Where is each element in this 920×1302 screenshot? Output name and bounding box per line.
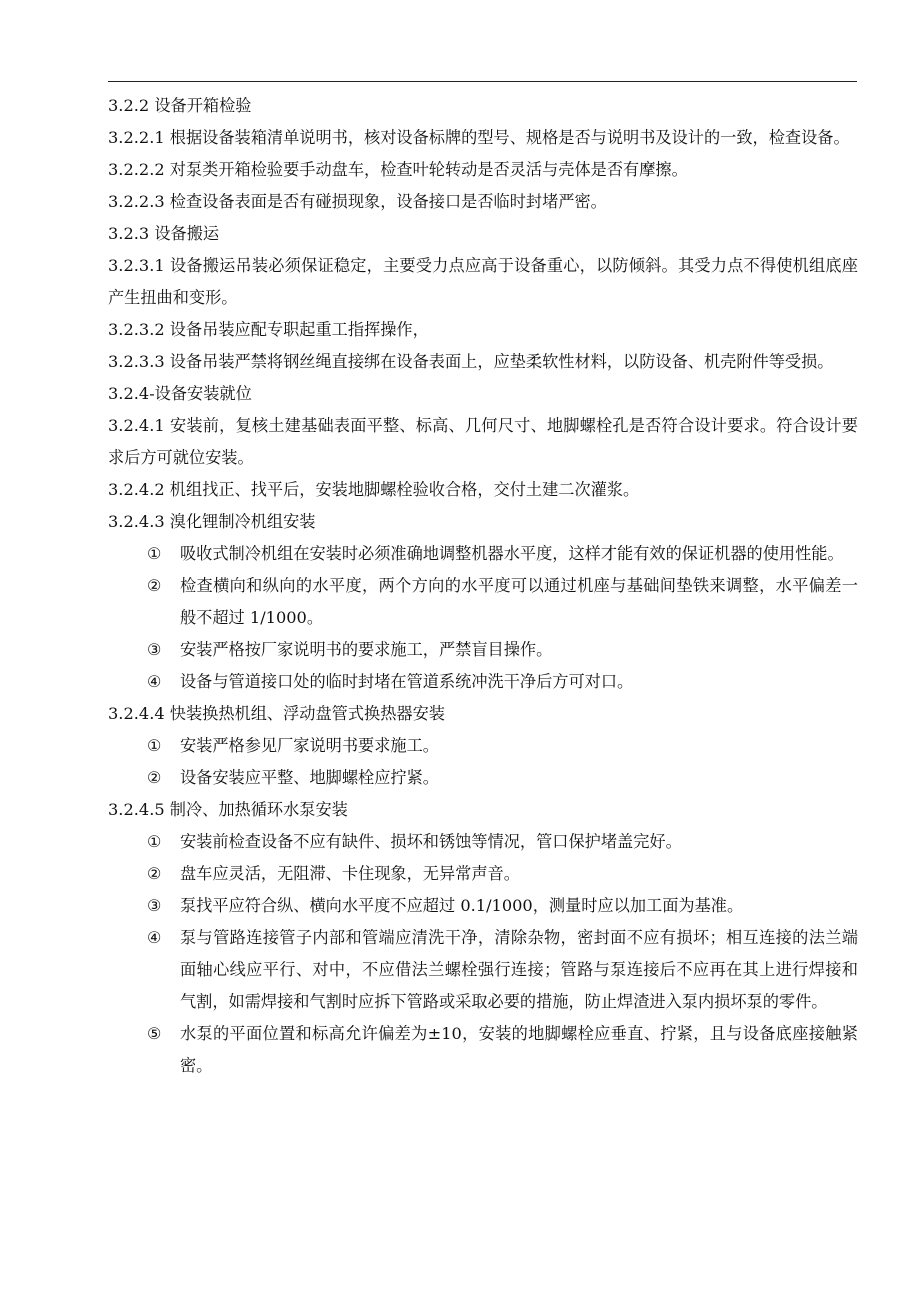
paragraph: 3.2.2 设备开箱检验 (108, 96, 252, 115)
list-item-text: 泵找平应符合纵、横向水平度不应超过 0.1/1000，测量时应以加工面为基准。 (180, 896, 744, 915)
list-item-text: 安装严格按厂家说明书的要求施工，严禁盲目操作。 (180, 640, 553, 659)
list-item-number: ② (147, 576, 162, 595)
list-item (108, 634, 858, 666)
list-item-text: 设备安装应平整、地脚螺栓应拧紧。 (180, 768, 439, 787)
list-item-text: 设备与管道接口处的临时封堵在管道系统冲洗干净后方可对口。 (180, 672, 634, 691)
list-item (108, 826, 858, 858)
list-item-text: 吸收式制冷机组在安装时必须准确地调整机器水平度，这样才能有效的保证机器的使用性能。 (180, 544, 844, 563)
list-item-text: 安装前检查设备不应有缺件、损坏和锈蚀等情况，管口保护堵盖完好。 (180, 832, 682, 851)
list-item-number: ① (147, 736, 162, 755)
list-item-number: ① (147, 544, 162, 563)
list-item-text: 安装严格参见厂家说明书要求施工。 (180, 736, 439, 755)
paragraph: 3.2.3.1 设备搬运吊装必须保证稳定，主要受力点应高于设备重心，以防倾斜。其受力点不得使机组底座产生扭曲和变形。 (108, 256, 858, 307)
list-item (108, 666, 858, 698)
list-item (108, 1018, 858, 1082)
list-item (108, 570, 858, 634)
paragraph: 3.2.3.2 设备吊装应配专职起重工指挥操作， (108, 320, 429, 339)
list-item-number: ④ (147, 928, 162, 947)
list-item-number: ③ (147, 896, 162, 915)
list-item (108, 922, 858, 1018)
list-item-text: 检查横向和纵向的水平度，两个方向的水平度可以通过机座与基础间垫铁来调整，水平偏差一般不超过 1/1000。 (180, 576, 858, 627)
paragraph: 3.2.4.3 溴化锂制冷机组安装 (108, 512, 316, 531)
paragraph: 3.2.3.3 设备吊装严禁将钢丝绳直接绑在设备表面上，应垫柔软性材料，以防设备、机壳附件等受损。 (108, 352, 834, 371)
paragraph: 3.2.4.4 快装换热机组、浮动盘管式换热器安装 (108, 704, 445, 723)
list-item-number: ② (147, 864, 162, 883)
list-item-text: 泵与管路连接管子内部和管端应清洗干净，清除杂物，密封面不应有损坏；相互连接的法兰端面轴心线应平行、对中，不应借法兰螺栓强行连接；管路与泵连接后不应再在其上进行焊接和气割，如需焊接和气割时应拆下管路或采取必要的措施，防止焊渣进入泵内损坏泵的零件。 (180, 928, 858, 1011)
list-item-text: 盘车应灵活，无阻滞、卡住现象，无异常声音。 (180, 864, 520, 883)
paragraph: 3.2.4.5 制冷、加热循环水泵安装 (108, 800, 348, 819)
paragraph: 3.2.3 设备搬运 (108, 224, 220, 243)
paragraph: 3.2.4.1 安装前，复核土建基础表面平整、标高、几何尺寸、地脚螺栓孔是否符合设计要求。符合设计要求后方可就位安装。 (108, 416, 858, 467)
document-body (108, 90, 858, 1082)
paragraph: 3.2.2.1 根据设备装箱清单说明书，核对设备标牌的型号、规格是否与说明书及设计的一致，检查设备。 (108, 128, 850, 147)
list-item (108, 858, 858, 890)
header-rule (108, 81, 857, 82)
list-item-number: ② (147, 768, 162, 787)
paragraph: 3.2.4.2 机组找正、找平后，安装地脚螺栓验收合格，交付土建二次灌浆。 (108, 480, 640, 499)
paragraph: 3.2.4-设备安装就位 (108, 384, 252, 403)
list-item (108, 538, 858, 570)
list-item-number: ③ (147, 640, 162, 659)
list-item-number: ① (147, 832, 162, 851)
list-item (108, 762, 858, 794)
list-item (108, 730, 858, 762)
list-item-number: ⑤ (147, 1024, 162, 1043)
paragraph: 3.2.2.3 检查设备表面是否有碰损现象，设备接口是否临时封堵严密。 (108, 192, 607, 211)
list-item (108, 890, 858, 922)
paragraph: 3.2.2.2 对泵类开箱检验要手动盘车，检查叶轮转动是否灵活与壳体是否有摩擦。 (108, 160, 688, 179)
list-item-text: 水泵的平面位置和标高允许偏差为±10，安装的地脚螺栓应垂直、拧紧，且与设备底座接触紧密。 (180, 1024, 858, 1075)
list-item-number: ④ (147, 672, 162, 691)
